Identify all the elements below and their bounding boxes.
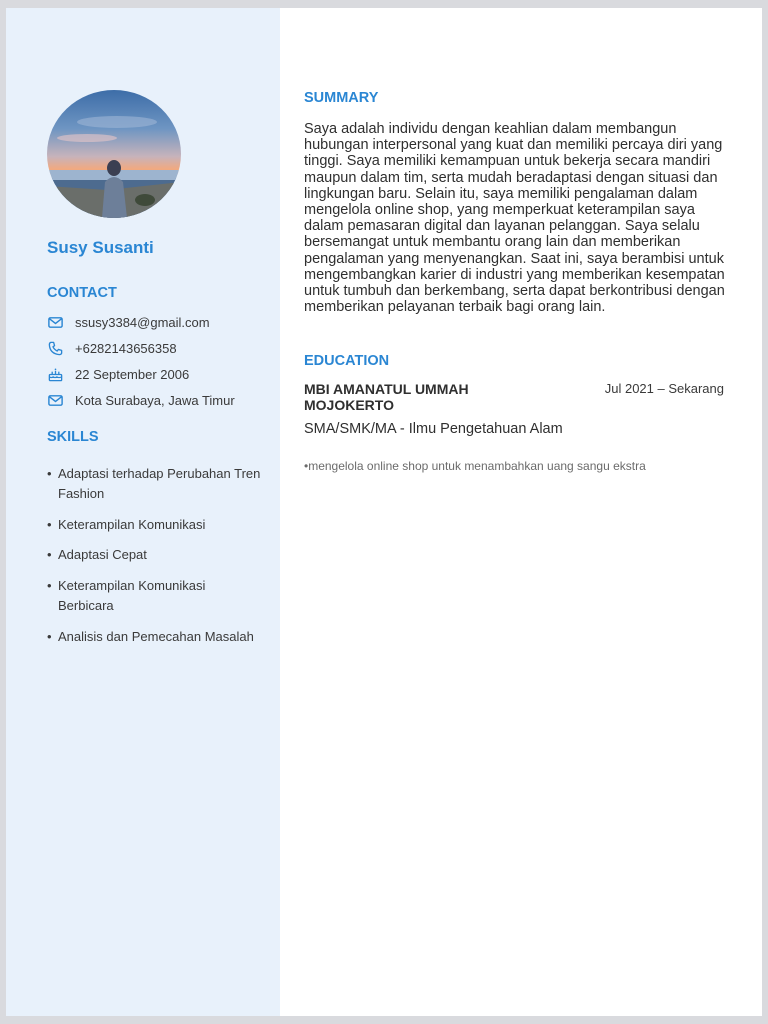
skill-item: • Keterampilan Komunikasi Berbicara bbox=[47, 576, 222, 616]
skills-heading: SKILLS bbox=[47, 429, 99, 445]
skill-item: • Keterampilan Komunikasi bbox=[47, 515, 275, 535]
skill-text: Adaptasi terhadap Perubahan Tren Fashion bbox=[58, 466, 261, 501]
candidate-name: Susy Susanti bbox=[47, 238, 154, 257]
education-note: •mengelola online shop untuk menambahkan uang sangu ekstra bbox=[304, 459, 646, 473]
skill-item: • Adaptasi Cepat bbox=[47, 545, 275, 565]
education-date: Jul 2021 – Sekarang bbox=[604, 381, 724, 396]
contact-location bbox=[47, 390, 235, 410]
skill-text: Adaptasi Cepat bbox=[58, 547, 147, 562]
education-heading: EDUCATION bbox=[304, 353, 390, 369]
contact-birthday bbox=[47, 364, 189, 384]
sidebar bbox=[6, 8, 280, 1016]
skill-text: Analisis dan Pemecahan Masalah bbox=[58, 629, 254, 644]
contact-heading: CONTACT bbox=[47, 285, 117, 301]
profile-photo bbox=[47, 90, 181, 218]
skill-item: • Analisis dan Pemecahan Masalah bbox=[47, 627, 275, 647]
summary-text: Saya adalah individu dengan keahlian dalam membangun hubungan interpersonal yang kuat dan memiliki percaya diri yang tinggi. Saya memiliki kemampuan untuk bekerja secara mandiri maupun dalam tim, serta mudah beradaptasi dengan situasi dan lingkungan baru. Selain itu, saya memiliki pengalaman dalam mengelola online shop, yang memperkuat keterampilan saya dalam pemasaran digital dan layanan pelanggan. Saya selalu bersemangat untuk membantu orang lain dan memberikan pengalaman yang menyenangkan. Saat ini, saya berambisi untuk mengembangkan karier di industri yang memberikan kesempatan untuk tumbuh dan berkembang, serta dapat berkontribusi dengan memberikan pelayanan terbaik bagi orang lain. bbox=[304, 121, 725, 316]
summary-heading: SUMMARY bbox=[304, 90, 379, 106]
education-school: MBI AMANATUL UMMAH MOJOKERTO bbox=[304, 381, 469, 413]
skill-text: Keterampilan Komunikasi bbox=[58, 517, 206, 532]
education-degree: SMA/SMK/MA - Ilmu Pengetahuan Alam bbox=[304, 421, 563, 437]
contact-email bbox=[47, 312, 210, 332]
contact-phone-text: +6282143656358 bbox=[75, 340, 177, 356]
contact-location-text: Kota Surabaya, Jawa Timur bbox=[75, 392, 235, 408]
contact-email-text: ssusy3384@gmail.com bbox=[75, 314, 210, 330]
skill-text: Keterampilan Komunikasi Berbicara bbox=[58, 578, 206, 613]
profile-photo-image bbox=[47, 90, 181, 218]
skill-item: • Adaptasi terhadap Perubahan Tren Fashion bbox=[47, 464, 275, 504]
cake-icon bbox=[47, 366, 64, 383]
mail-icon bbox=[47, 314, 64, 331]
contact-birthday-text: 22 September 2006 bbox=[75, 366, 190, 382]
phone-icon bbox=[47, 340, 64, 357]
contact-phone bbox=[47, 338, 177, 358]
mail-icon bbox=[47, 392, 64, 409]
resume-page bbox=[6, 8, 762, 1016]
